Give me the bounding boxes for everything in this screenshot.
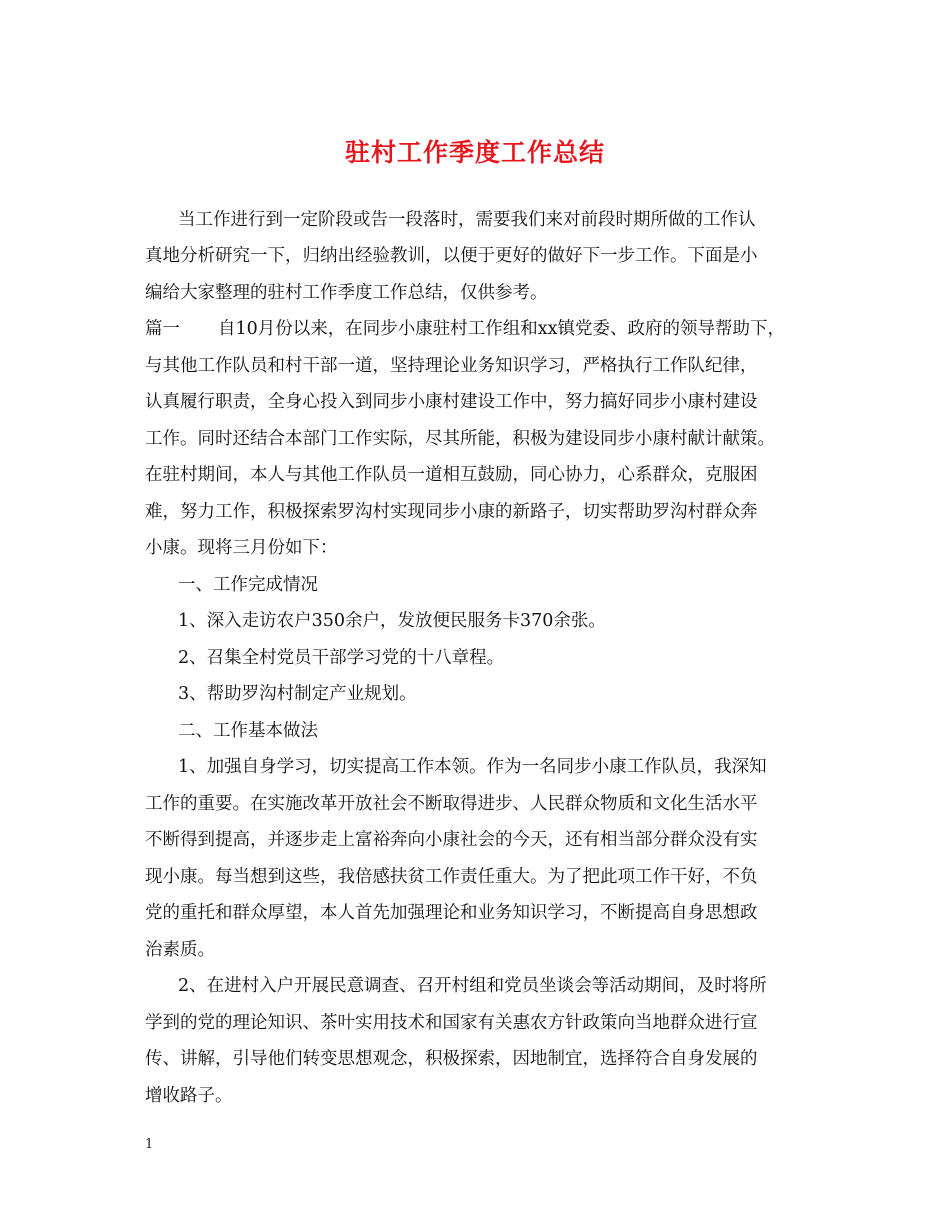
paragraph-line: 党的重托和群众厚望，本人首先加强理论和业务知识学习，不断提高自身思想政 <box>145 903 758 923</box>
paragraph-line: 学到的党的理论知识、茶叶实用技术和国家有关惠农方针政策向当地群众进行宣 <box>145 1013 758 1033</box>
section-label: 篇一 <box>145 319 180 339</box>
intro-line: 真地分析研究一下，归纳出经验教训，以便于更好的做好下一步工作。下面是小 <box>145 246 758 266</box>
paragraph-line: 治素质。 <box>145 940 215 960</box>
paragraph-line: 难，努力工作，积极探索罗沟村实现同步小康的新路子，切实帮助罗沟村群众奔 <box>145 502 758 522</box>
paragraph-line: 不断得到提高，并逐步走上富裕奔向小康社会的今天，还有相当部分群众没有实 <box>145 830 758 850</box>
paragraph-line: 小康。现将三月份如下： <box>145 538 338 558</box>
paragraph-line: 工作。同时还结合本部门工作实际，尽其所能，积极为建设同步小康村献计献策。 <box>145 429 775 449</box>
paragraph-line: 现小康。每当想到这些，我倍感扶贫工作责任重大。为了把此项工作干好，不负 <box>145 867 758 887</box>
paragraph-line: 在驻村期间，本人与其他工作队员一道相互鼓励，同心协力，心系群众，克服困 <box>145 465 758 485</box>
paragraph-line: 增收路子。 <box>145 1086 233 1106</box>
page-number: 1 <box>145 1137 154 1152</box>
document-title: 驻村工作季度工作总结 <box>344 138 605 167</box>
section-heading: 一、工作完成情况 <box>178 575 318 595</box>
paragraph-line: 传、讲解，引导他们转变思想观念，积极探索，因地制宜，选择符合自身发展的 <box>145 1049 758 1069</box>
paragraph-line: 工作的重要。在实施改革开放社会不断取得进步、人民群众物质和文化生活水平 <box>145 794 758 814</box>
list-item: 2、召集全村党员干部学习党的十八章程。 <box>178 648 505 668</box>
paragraph-line: 与其他工作队员和村干部一道，坚持理论业务知识学习，严格执行工作队纪律， <box>145 356 758 376</box>
intro-line: 当工作进行到一定阶段或告一段落时，需要我们来对前段时期所做的工作认 <box>178 210 756 230</box>
paragraph-line: 1、加强自身学习，切实提高工作本领。作为一名同步小康工作队员，我深知 <box>178 757 767 777</box>
paragraph-line: 2、在进村入户开展民意调查、召开村组和党员坐谈会等活动期间，及时将所 <box>178 976 767 996</box>
paragraph-line: 自10月份以来，在同步小康驻村工作组和xx镇党委、政府的领导帮助下， <box>218 319 786 339</box>
paragraph-line: 认真履行职责，全身心投入到同步小康村建设工作中，努力搞好同步小康村建设 <box>145 392 758 412</box>
list-item: 1、深入走访农户350余户，发放便民服务卡370余张。 <box>178 611 606 631</box>
section-heading: 二、工作基本做法 <box>178 721 318 741</box>
list-item: 3、帮助罗沟村制定产业规划。 <box>178 684 417 704</box>
intro-line: 编给大家整理的驻村工作季度工作总结，仅供参考。 <box>145 283 548 303</box>
